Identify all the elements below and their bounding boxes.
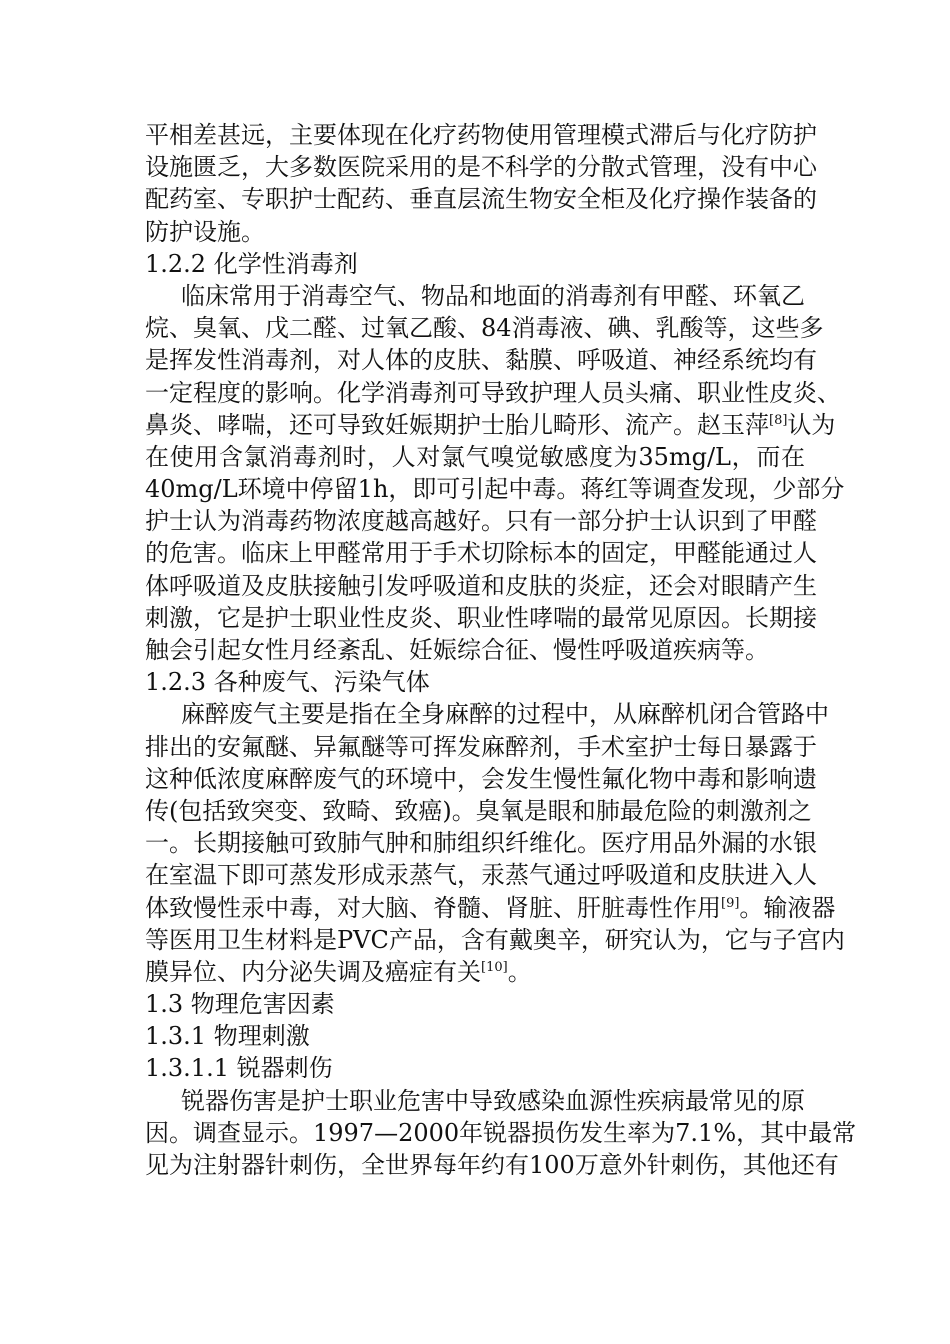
section-heading: 1.2.2 化学性消毒剂 xyxy=(145,249,358,278)
paragraph-line xyxy=(145,409,836,441)
citation-reference: [9] xyxy=(721,895,740,911)
section-heading: 1.2.3 各种废气、污染气体 xyxy=(145,668,430,697)
paragraph-line: 麻醉废气主要是指在全身麻醉的过程中，从麻醉机闭合管路中 xyxy=(181,700,829,729)
citation-reference: [10] xyxy=(481,959,508,975)
paragraph-line: 一定程度的影响。化学消毒剂可导致护理人员头痛、职业性皮炎、 xyxy=(145,378,841,407)
paragraph-line: 传(包括致突变、致畸、致癌)。臭氧是眼和肺最危险的刺激剂之 xyxy=(145,796,812,825)
line-text-after-citation: 。 xyxy=(507,957,532,986)
paragraph-line: 护士认为消毒药物浓度越高越好。只有一部分护士认识到了甲醛 xyxy=(145,507,817,536)
section-heading: 1.3.1 物理刺激 xyxy=(145,1022,310,1051)
line-text-after-citation: 。输液器 xyxy=(739,893,836,922)
paragraph-line: 在使用含氯消毒剂时，人对氯气嗅觉敏感度为35mg/L，而在 xyxy=(145,442,805,471)
paragraph-line: 是挥发性消毒剂，对人体的皮肤、黏膜、呼吸道、神经系统均有 xyxy=(145,346,817,375)
line-text-before-citation: 体致慢性汞中毒，对大脑、脊髓、肾脏、肝脏毒性作用 xyxy=(145,893,721,922)
section-heading: 1.3 物理危害因素 xyxy=(145,990,335,1019)
paragraph-line: 排出的安氟醚、异氟醚等可挥发麻醉剂，手术室护士每日暴露于 xyxy=(145,732,817,761)
line-text-before-citation: 鼻炎、哮喘，还可导致妊娠期护士胎儿畸形、流产。赵玉萍 xyxy=(145,410,769,439)
paragraph-line: 刺激，它是护士职业性皮炎、职业性哮喘的最常见原因。长期接 xyxy=(145,603,817,632)
paragraph-line: 烷、臭氧、戊二醛、过氧乙酸、84消毒液、碘、乳酸等，这些多 xyxy=(145,314,824,343)
paragraph-line: 平相差甚远，主要体现在化疗药物使用管理模式滞后与化疗防护 xyxy=(145,121,817,149)
paragraph-line: 配药室、专职护士配药、垂直层流生物安全柜及化疗操作装备的 xyxy=(145,185,817,214)
paragraph-line: 锐器伤害是护士职业危害中导致感染血源性疾病最常见的原 xyxy=(181,1086,805,1115)
section-heading: 1.3.1.1 锐器刺伤 xyxy=(145,1054,333,1083)
paragraph-line: 设施匮乏，大多数医院采用的是不科学的分散式管理，没有中心 xyxy=(145,153,817,182)
line-text-before-citation: 膜异位、内分泌失调及癌症有关 xyxy=(145,957,481,986)
paragraph-line: 防护设施。 xyxy=(145,217,265,246)
paragraph-line: 触会引起女性月经紊乱、妊娠综合征、慢性呼吸道疾病等。 xyxy=(145,636,769,664)
paragraph-line: 在室温下即可蒸发形成汞蒸气，汞蒸气通过呼吸道和皮肤进入人 xyxy=(145,861,817,890)
paragraph-line xyxy=(145,892,836,924)
document-page xyxy=(145,119,857,1181)
paragraph-line: 体呼吸道及皮肤接触引发呼吸道和皮肤的炎症，还会对眼睛产生 xyxy=(145,571,817,600)
citation-reference: [8] xyxy=(769,412,788,428)
paragraph-line: 40mg/L环境中停留1h，即可引起中毒。蒋红等调查发现，少部分 xyxy=(145,475,845,504)
paragraph-line xyxy=(145,956,805,988)
paragraph-line: 见为注射器针刺伤，全世界每年约有100万意外针刺伤，其他还有 xyxy=(145,1151,839,1179)
paragraph-line: 临床常用于消毒空气、物品和地面的消毒剂有甲醛、环氧乙 xyxy=(181,281,805,310)
paragraph-line: 等医用卫生材料是PVC产品，含有戴奥辛，研究认为，它与子宫内 xyxy=(145,925,845,954)
paragraph-line: 这种低浓度麻醉废气的环境中，会发生慢性氟化物中毒和影响遗 xyxy=(145,764,817,793)
paragraph-line: 因。调查显示。1997—2000年锐器损伤发生率为7.1%，其中最常 xyxy=(145,1118,857,1147)
paragraph-line: 的危害。临床上甲醛常用于手术切除标本的固定，甲醛能通过人 xyxy=(145,539,817,568)
paragraph-line: 一。长期接触可致肺气肿和肺组织纤维化。医疗用品外漏的水银 xyxy=(145,829,817,858)
line-text-after-citation: 认为 xyxy=(787,410,836,439)
